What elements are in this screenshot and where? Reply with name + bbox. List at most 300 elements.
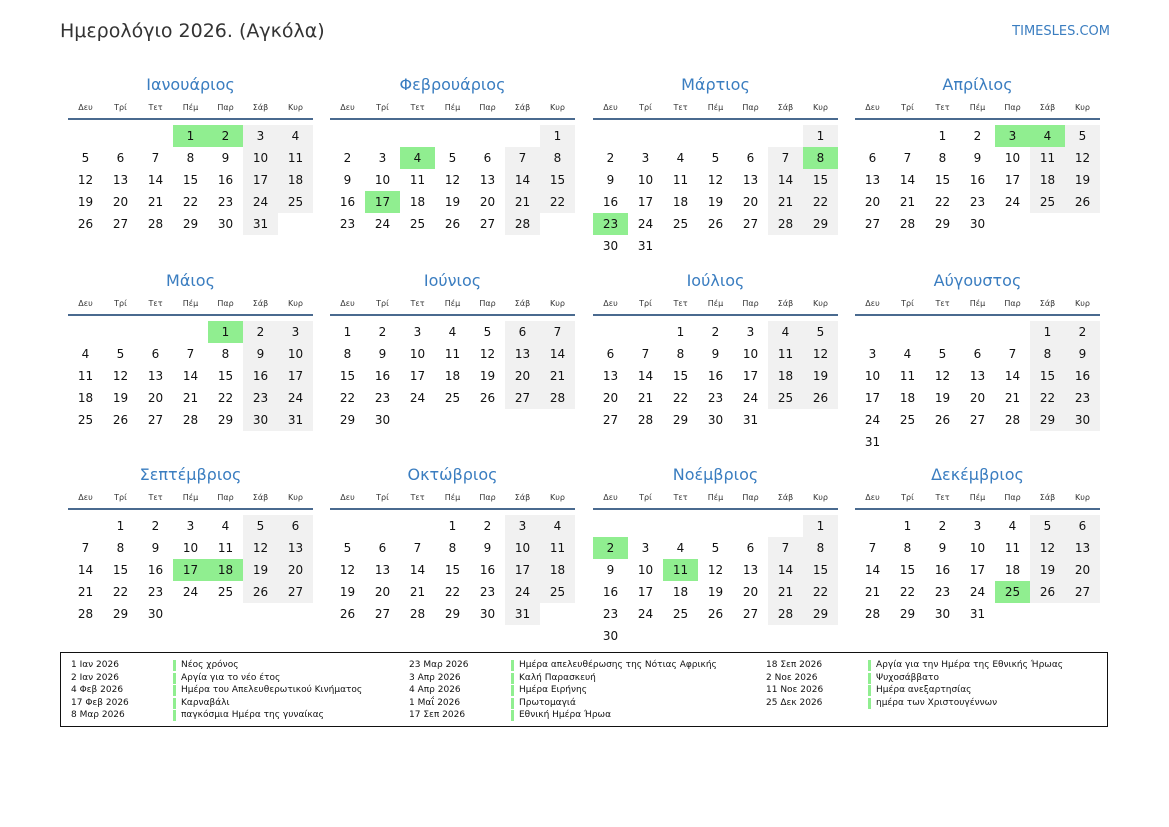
month-name: Φεβρουάριος — [399, 75, 506, 94]
holiday-day-cell: 2 — [208, 125, 243, 147]
day-cell: 1 — [343, 325, 352, 339]
day-cell: 25 — [672, 217, 689, 231]
weekday-label: Δευ — [78, 102, 93, 112]
legend-holiday-name: Ημέρα απελευθέρωσης της Νότιας Αφρικής — [519, 660, 717, 670]
weekday-label: Πέμ — [444, 298, 461, 308]
weekday-label: Κυρ — [288, 102, 303, 112]
legend-row — [766, 672, 1063, 685]
day-cell: 29 — [672, 413, 689, 427]
legend-date: 2 Νοε 2026 — [766, 672, 818, 683]
legend-marker — [868, 660, 871, 671]
day-cell: 16 — [374, 369, 391, 383]
day-cell: 5 — [343, 541, 352, 555]
day-cell: 22 — [182, 195, 199, 209]
day-cell: 21 — [864, 585, 881, 599]
weekday-header — [855, 96, 1100, 120]
site-link[interactable]: TIMESLES.COM — [1012, 24, 1110, 39]
day-cell: 31 — [637, 239, 654, 253]
weekday-header — [68, 486, 313, 510]
empty-cell — [505, 125, 540, 147]
day-cell: 18 — [540, 559, 575, 581]
day-cell: 24 — [243, 191, 278, 213]
day-cell: 2 — [151, 519, 160, 533]
day-cell: 5 — [1030, 515, 1065, 537]
legend-date: 11 Νοε 2026 — [766, 685, 824, 695]
day-cell: 30 — [602, 239, 619, 253]
day-cell: 7 — [505, 147, 540, 169]
legend-marker — [173, 660, 176, 671]
legend-row — [71, 672, 362, 685]
weekday-label: Παρ — [479, 102, 496, 112]
empty-cell — [960, 321, 995, 343]
day-cell: 15 — [803, 169, 838, 191]
day-cell: 27 — [374, 607, 391, 621]
weekday-label: Δευ — [78, 298, 93, 308]
weekday-label: Τρί — [114, 492, 127, 502]
day-cell: 11 — [540, 537, 575, 559]
day-cell: 27 — [602, 413, 619, 427]
empty-cell — [663, 515, 698, 537]
empty-cell — [470, 125, 505, 147]
day-cell: 7 — [151, 151, 160, 165]
day-cell: 25 — [77, 413, 94, 427]
day-cell: 1 — [540, 125, 575, 147]
day-cell: 6 — [505, 321, 540, 343]
day-grid — [593, 125, 838, 257]
day-cell: 26 — [934, 413, 951, 427]
legend-date: 1 Ιαν 2026 — [71, 660, 119, 670]
day-cell: 12 — [707, 563, 724, 577]
holiday-day-cell: 4 — [1030, 125, 1065, 147]
weekday-label: Τρί — [114, 298, 127, 308]
day-cell: 1 — [116, 519, 125, 533]
legend-date: 23 Μαρ 2026 — [409, 660, 469, 670]
day-cell: 24 — [505, 581, 540, 603]
legend-date: 2 Ιαν 2026 — [71, 672, 119, 683]
legend-holiday-name: Ημέρα Ειρήνης — [519, 685, 588, 695]
day-cell: 27 — [479, 217, 496, 231]
day-cell: 16 — [602, 195, 619, 209]
empty-cell — [400, 125, 435, 147]
day-cell: 18 — [768, 365, 803, 387]
day-cell: 22 — [803, 581, 838, 603]
day-cell: 30 — [934, 607, 951, 621]
empty-cell — [628, 125, 663, 147]
day-cell: 3 — [746, 325, 755, 339]
day-grid — [330, 125, 575, 235]
weekday-label: Παρ — [217, 102, 234, 112]
day-cell: 23 — [243, 387, 278, 409]
weekday-label: Παρ — [742, 102, 759, 112]
empty-cell — [925, 321, 960, 343]
day-cell: 7 — [413, 541, 422, 555]
weekday-label: Δευ — [340, 102, 355, 112]
day-cell: 4 — [676, 541, 685, 555]
day-cell: 25 — [540, 581, 575, 603]
day-grid — [855, 125, 1100, 235]
legend-column — [766, 659, 1063, 709]
day-cell: 13 — [864, 173, 881, 187]
legend-marker — [173, 710, 176, 721]
day-cell: 5 — [803, 321, 838, 343]
weekday-label: Πέμ — [707, 102, 724, 112]
weekday-header — [68, 292, 313, 316]
day-cell: 25 — [409, 217, 426, 231]
legend-marker — [868, 673, 871, 684]
weekday-label: Τετ — [410, 492, 425, 502]
weekday-label: Τρί — [376, 492, 389, 502]
day-cell: 19 — [707, 195, 724, 209]
day-cell: 30 — [1065, 409, 1100, 431]
weekday-label: Πέμ — [182, 492, 199, 502]
day-cell: 13 — [1065, 537, 1100, 559]
month-block — [593, 464, 838, 647]
day-cell: 27 — [147, 413, 164, 427]
day-cell: 28 — [77, 607, 94, 621]
day-cell: 5 — [483, 325, 492, 339]
weekday-label: Δευ — [340, 492, 355, 502]
day-cell: 29 — [934, 217, 951, 231]
legend-date: 3 Απρ 2026 — [409, 672, 461, 683]
weekday-label: Σάβ — [777, 298, 794, 308]
weekday-label: Κυρ — [813, 492, 828, 502]
legend-marker — [511, 710, 514, 721]
day-cell: 8 — [803, 537, 838, 559]
weekday-header — [330, 292, 575, 316]
day-cell: 12 — [112, 369, 129, 383]
day-cell: 22 — [1030, 387, 1065, 409]
legend-marker — [173, 673, 176, 684]
weekday-label: Τετ — [935, 102, 950, 112]
day-cell: 9 — [1065, 343, 1100, 365]
day-cell: 22 — [672, 391, 689, 405]
legend-column — [71, 659, 362, 722]
holiday-day-cell: 2 — [593, 537, 628, 559]
day-cell: 7 — [768, 147, 803, 169]
day-cell: 2 — [973, 129, 982, 143]
day-cell: 9 — [606, 563, 615, 577]
weekday-label: Τρί — [639, 102, 652, 112]
legend-marker — [511, 673, 514, 684]
day-cell: 21 — [768, 581, 803, 603]
day-cell: 23 — [969, 195, 986, 209]
weekday-label: Σάβ — [1039, 102, 1056, 112]
legend-date: 4 Φεβ 2026 — [71, 685, 124, 695]
legend-holiday-name: Αργία για το νέο έτος — [181, 672, 281, 683]
day-cell: 13 — [147, 369, 164, 383]
day-cell: 11 — [1004, 541, 1021, 555]
day-cell: 22 — [540, 191, 575, 213]
legend-row — [409, 684, 717, 697]
day-cell: 1 — [938, 129, 947, 143]
weekday-header — [593, 292, 838, 316]
day-cell: 11 — [409, 173, 426, 187]
day-cell: 3 — [243, 125, 278, 147]
month-name: Ιούλιος — [686, 271, 745, 290]
legend-row — [71, 697, 362, 710]
empty-cell — [663, 125, 698, 147]
empty-cell — [890, 321, 925, 343]
day-cell: 27 — [969, 413, 986, 427]
day-grid — [68, 321, 313, 431]
day-cell: 8 — [938, 151, 947, 165]
day-cell: 6 — [868, 151, 877, 165]
day-cell: 30 — [217, 217, 234, 231]
weekday-label: Πέμ — [444, 102, 461, 112]
day-cell: 3 — [186, 519, 195, 533]
weekday-label: Τρί — [901, 492, 914, 502]
day-cell: 3 — [868, 347, 877, 361]
weekday-label: Τρί — [901, 298, 914, 308]
day-grid — [593, 515, 838, 647]
day-cell: 26 — [803, 387, 838, 409]
month-block — [330, 270, 575, 431]
day-cell: 25 — [672, 607, 689, 621]
weekday-header — [855, 292, 1100, 316]
legend-date: 17 Σεπ 2026 — [409, 710, 466, 720]
day-cell: 20 — [505, 365, 540, 387]
day-cell: 11 — [77, 369, 94, 383]
weekday-label: Πέμ — [182, 102, 199, 112]
day-cell: 14 — [637, 369, 654, 383]
legend-marker — [511, 660, 514, 671]
day-cell: 11 — [899, 369, 916, 383]
day-cell: 10 — [864, 369, 881, 383]
empty-cell — [365, 515, 400, 537]
day-cell: 28 — [864, 607, 881, 621]
day-cell: 20 — [1065, 559, 1100, 581]
day-cell: 8 — [448, 541, 457, 555]
weekday-label: Τετ — [148, 492, 163, 502]
day-cell: 20 — [112, 195, 129, 209]
legend-marker — [173, 698, 176, 709]
day-cell: 29 — [217, 413, 234, 427]
weekday-label: Κυρ — [550, 492, 565, 502]
day-cell: 2 — [243, 321, 278, 343]
day-cell: 14 — [182, 369, 199, 383]
weekday-label: Παρ — [217, 298, 234, 308]
day-cell: 16 — [147, 563, 164, 577]
weekday-label: Παρ — [479, 492, 496, 502]
weekday-label: Δευ — [78, 492, 93, 502]
day-cell: 10 — [969, 541, 986, 555]
day-cell: 1 — [448, 519, 457, 533]
day-cell: 21 — [182, 391, 199, 405]
day-cell: 4 — [1008, 519, 1017, 533]
day-cell: 13 — [969, 369, 986, 383]
month-name: Νοέμβριος — [672, 465, 759, 484]
weekday-label: Παρ — [1004, 298, 1021, 308]
day-cell: 20 — [374, 585, 391, 599]
day-cell: 18 — [409, 195, 426, 209]
weekday-label: Δευ — [340, 298, 355, 308]
legend-marker — [868, 685, 871, 696]
day-cell: 27 — [505, 387, 540, 409]
weekday-label: Παρ — [479, 298, 496, 308]
empty-cell — [593, 321, 628, 343]
month-block — [593, 74, 838, 257]
day-cell: 17 — [637, 585, 654, 599]
day-cell: 13 — [742, 173, 759, 187]
empty-cell — [103, 125, 138, 147]
day-cell: 25 — [899, 413, 916, 427]
holiday-day-cell: 17 — [173, 559, 208, 581]
day-cell: 4 — [448, 325, 457, 339]
legend-date: 17 Φεβ 2026 — [71, 697, 129, 708]
day-cell: 8 — [676, 347, 685, 361]
day-cell: 6 — [116, 151, 125, 165]
day-cell: 20 — [147, 391, 164, 405]
month-block — [855, 74, 1100, 235]
weekday-header — [330, 486, 575, 510]
legend-marker — [511, 685, 514, 696]
day-cell: 23 — [707, 391, 724, 405]
empty-cell — [435, 125, 470, 147]
day-cell: 9 — [938, 541, 947, 555]
weekday-label: Δευ — [865, 102, 880, 112]
weekday-label: Τετ — [673, 102, 688, 112]
weekday-header — [330, 96, 575, 120]
weekday-label: Παρ — [742, 492, 759, 502]
weekday-label: Σάβ — [777, 102, 794, 112]
weekday-label: Σάβ — [252, 298, 269, 308]
day-cell: 27 — [742, 607, 759, 621]
day-cell: 31 — [742, 413, 759, 427]
day-cell: 15 — [339, 369, 356, 383]
day-cell: 1 — [803, 125, 838, 147]
weekday-label: Κυρ — [1075, 102, 1090, 112]
day-cell: 19 — [339, 585, 356, 599]
day-cell: 26 — [1030, 581, 1065, 603]
holiday-day-cell: 1 — [208, 321, 243, 343]
day-cell: 26 — [1065, 191, 1100, 213]
empty-cell — [628, 515, 663, 537]
day-cell: 22 — [934, 195, 951, 209]
day-cell: 5 — [711, 541, 720, 555]
day-cell: 1 — [676, 325, 685, 339]
day-cell: 13 — [278, 537, 313, 559]
day-cell: 6 — [606, 347, 615, 361]
day-cell: 31 — [505, 603, 540, 625]
day-cell: 26 — [707, 607, 724, 621]
legend-holiday-name: Ψυχοσάββατο — [876, 672, 939, 683]
day-cell: 19 — [707, 585, 724, 599]
day-cell: 24 — [374, 217, 391, 231]
day-cell: 21 — [768, 191, 803, 213]
day-cell: 12 — [1065, 147, 1100, 169]
day-cell: 3 — [278, 321, 313, 343]
weekday-label: Πέμ — [707, 298, 724, 308]
day-cell: 21 — [1004, 391, 1021, 405]
day-cell: 24 — [637, 607, 654, 621]
day-cell: 14 — [409, 563, 426, 577]
holiday-day-cell: 25 — [995, 581, 1030, 603]
empty-cell — [733, 125, 768, 147]
day-cell: 11 — [444, 347, 461, 361]
empty-cell — [890, 125, 925, 147]
weekday-header — [593, 96, 838, 120]
day-grid — [330, 515, 575, 625]
day-cell: 12 — [243, 537, 278, 559]
empty-cell — [855, 515, 890, 537]
day-cell: 4 — [540, 515, 575, 537]
weekday-label: Τετ — [673, 298, 688, 308]
day-cell: 6 — [746, 151, 755, 165]
day-cell: 17 — [505, 559, 540, 581]
day-cell: 18 — [444, 369, 461, 383]
day-cell: 3 — [413, 325, 422, 339]
day-cell: 14 — [768, 169, 803, 191]
day-cell: 10 — [637, 563, 654, 577]
day-cell: 15 — [444, 563, 461, 577]
empty-cell — [68, 125, 103, 147]
holiday-day-cell: 11 — [663, 559, 698, 581]
day-cell: 14 — [147, 173, 164, 187]
empty-cell — [733, 515, 768, 537]
day-cell: 9 — [151, 541, 160, 555]
day-cell: 2 — [711, 325, 720, 339]
day-cell: 17 — [278, 365, 313, 387]
legend-holiday-name: Πρωτομαγιά — [519, 697, 576, 708]
weekday-label: Τετ — [148, 298, 163, 308]
weekday-label: Κυρ — [288, 492, 303, 502]
weekday-label: Τρί — [376, 102, 389, 112]
day-cell: 24 — [182, 585, 199, 599]
legend-holiday-name: Ημέρα ανεξαρτησίας — [876, 685, 972, 695]
day-cell: 15 — [672, 369, 689, 383]
legend-row — [766, 697, 1063, 710]
day-cell: 21 — [505, 191, 540, 213]
day-cell: 6 — [1065, 515, 1100, 537]
day-cell: 25 — [217, 585, 234, 599]
day-cell: 5 — [116, 347, 125, 361]
day-cell: 8 — [343, 347, 352, 361]
day-cell: 21 — [77, 585, 94, 599]
day-cell: 15 — [540, 169, 575, 191]
day-cell: 13 — [742, 563, 759, 577]
day-cell: 9 — [711, 347, 720, 361]
day-cell: 30 — [479, 607, 496, 621]
day-cell: 23 — [479, 585, 496, 599]
day-cell: 7 — [186, 347, 195, 361]
day-cell: 2 — [378, 325, 387, 339]
day-cell: 29 — [182, 217, 199, 231]
holiday-day-cell: 1 — [173, 125, 208, 147]
day-cell: 6 — [151, 347, 160, 361]
day-cell: 20 — [969, 391, 986, 405]
day-cell: 23 — [147, 585, 164, 599]
day-cell: 14 — [505, 169, 540, 191]
day-cell: 27 — [278, 581, 313, 603]
day-cell: 20 — [864, 195, 881, 209]
day-cell: 10 — [742, 347, 759, 361]
day-cell: 10 — [243, 147, 278, 169]
weekday-label: Κυρ — [813, 102, 828, 112]
empty-cell — [768, 125, 803, 147]
day-cell: 15 — [899, 563, 916, 577]
empty-cell — [365, 125, 400, 147]
legend-date: 1 Μαΐ 2026 — [409, 697, 461, 708]
weekday-label: Τετ — [410, 102, 425, 112]
day-cell: 20 — [278, 559, 313, 581]
day-cell: 16 — [969, 173, 986, 187]
day-cell: 5 — [1065, 125, 1100, 147]
legend-row — [409, 709, 717, 722]
weekday-label: Τετ — [148, 102, 163, 112]
day-cell: 26 — [707, 217, 724, 231]
day-cell: 19 — [803, 365, 838, 387]
day-cell: 11 — [672, 173, 689, 187]
